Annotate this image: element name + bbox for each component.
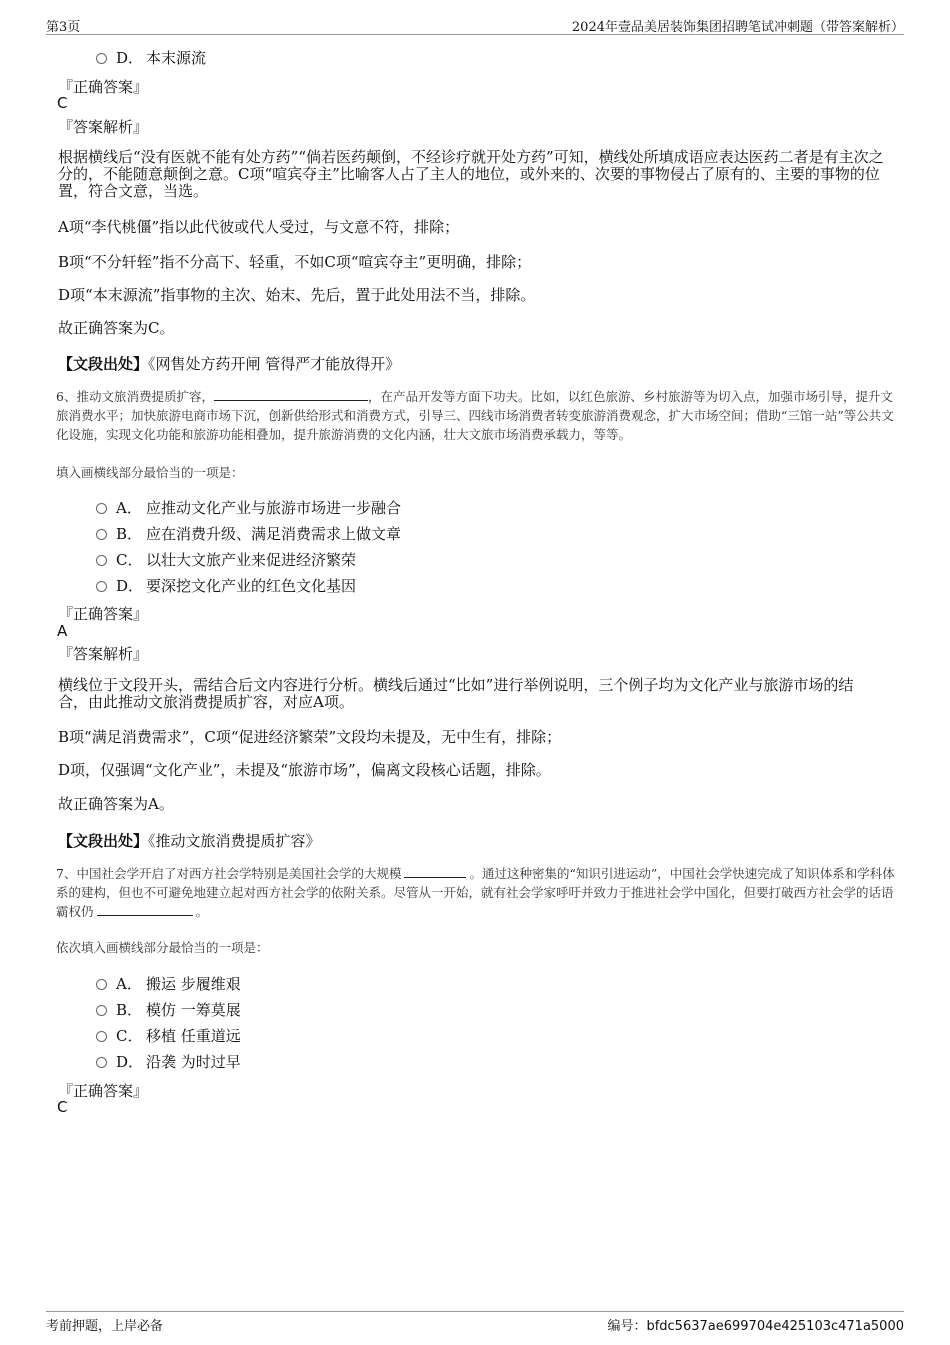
radio-circle-icon[interactable] [96, 1005, 107, 1016]
q6-option-d[interactable]: D． 要深挖文化产业的红色文化基因 [96, 575, 356, 596]
footer-slogan: 考前押题，上岸必备 [46, 1319, 164, 1334]
source-title: 《网售处方药开闸 管得严才能放得开》 [148, 355, 401, 373]
q5-answer: C [57, 94, 68, 112]
q6-analysis-p1: 横线位于文段开头，需结合后文内容进行分析。横线后通过“比如”进行举例说明，三个例子均为文化产业与旅游市场的结合，由此推动文旅消费提质扩容，对应A项。 [58, 676, 854, 711]
radio-circle-icon[interactable] [96, 503, 107, 514]
q5-analysis-p2: A项“李代桃僵”指以此代彼或代人受过，与文意不符，排除； [58, 218, 460, 236]
q5-analysis-p1: 根据横线后“没有医就不能有处方药”“倘若医药颠倒，不经诊疗就开处方药”可知，横线处所填成语应表达医药二者是有主次之分的，不能随意颠倒之意。C项“喧宾夺主”比喻客人占了主人的地位，或外来的、次要的事物侵占了原有的、主要的事物的位置，符合文意，当选。 [58, 148, 884, 200]
radio-circle-icon[interactable] [96, 555, 107, 566]
q6-analysis-p3: D项，仅强调“文化产业”，未提及“旅游市场”，偏离文段核心话题，排除。 [58, 761, 551, 779]
q5-analysis-p3: B项“不分轩轾”指不分高下、轻重，不如C项“喧宾夺主”更明确，排除； [58, 253, 532, 271]
footer-serial: 编号：bfdc5637ae699704e425103c471a5000 [607, 1319, 904, 1334]
page-number: 第3页 [46, 20, 81, 35]
q6-option-b[interactable]: B． 应在消费升级、满足消费需求上做文章 [96, 523, 401, 544]
q6-source [58, 830, 321, 851]
q7-option-b[interactable]: B． 模仿 一筹莫展 [96, 999, 241, 1020]
radio-circle-icon[interactable] [96, 979, 107, 990]
q7-instruction: 依次填入画横线部分最恰当的一项是： [56, 940, 269, 955]
q6-option-c[interactable]: C． 以壮大文旅产业来促进经济繁荣 [96, 549, 356, 570]
q7-answer: C [57, 1098, 68, 1116]
radio-circle-icon[interactable] [96, 1057, 107, 1068]
q7-stem: 7、中国社会学开启了对西方社会学特别是美国社会学的大规模 。通过这种密集的“知识引进运动”，中国社会学快速完成了知识体系和学科体系的建构，但也不可避免地建立起对西方社会学的依附关系。尽管从一开始，就有社会学家呼吁并致力于推进社会学中国化，但要打破西方社会学的话语霸权仍 。 [56, 866, 895, 919]
q5-analysis-p5: 故正确答案为C。 [58, 319, 175, 337]
q6-analysis-p4: 故正确答案为A。 [58, 795, 174, 813]
q6-option-a[interactable]: A． 应推动文化产业与旅游市场进一步融合 [96, 497, 401, 518]
q5-analysis-label: 『答案解析』 [58, 118, 149, 136]
q6-answer-label: 『正确答案』 [58, 605, 149, 623]
source-title: 《推动文旅消费提质扩容》 [148, 832, 321, 850]
q7-option-a[interactable]: A． 搬运 步履维艰 [96, 973, 241, 994]
q6-instruction: 填入画横线部分最恰当的一项是： [56, 465, 244, 480]
radio-circle-icon[interactable] [96, 1031, 107, 1042]
q6-analysis-label: 『答案解析』 [58, 645, 149, 663]
q5-analysis-p4: D项“本末源流”指事物的主次、始末、先后，置于此处用法不当，排除。 [58, 286, 536, 304]
q7-option-c[interactable]: C． 移植 任重道远 [96, 1025, 241, 1046]
q6-analysis-p2: B项“满足消费需求”，C项“促进经济繁荣”文段均未提及，无中生有，排除； [58, 728, 562, 746]
radio-circle-icon[interactable] [96, 53, 107, 64]
q5-option-d[interactable]: D． 本末源流 [96, 47, 206, 68]
source-label: 【文段出处】 [58, 832, 149, 850]
page-header [46, 14, 904, 35]
q7-option-d[interactable]: D． 沿袭 为时过早 [96, 1051, 241, 1072]
q5-source [58, 353, 400, 374]
radio-circle-icon[interactable] [96, 529, 107, 540]
source-label: 【文段出处】 [58, 355, 149, 373]
q5-answer-label: 『正确答案』 [58, 78, 149, 96]
q7-blank-2 [97, 903, 193, 916]
q7-answer-label: 『正确答案』 [58, 1082, 149, 1100]
q6-answer: A [57, 622, 68, 640]
q6-blank [214, 388, 368, 401]
q7-blank-1 [404, 865, 466, 878]
page-footer [46, 1311, 904, 1338]
document-title: 2024年壹品美居装饰集团招聘笔试冲刺题（带答案解析） [571, 20, 904, 35]
radio-circle-icon[interactable] [96, 581, 107, 592]
q6-stem: 6、推动文旅消费提质扩容， ，在产品开发等方面下功夫。比如，以红色旅游、乡村旅游等为切入点，加强市场引导，提升文旅消费水平；加快旅游电商市场下沉，创新供给形式和消费方式，引导三、四线市场消费者转变旅游消费观念，扩大市场空间；借助“三馆一站”等公共文化设施，实现文化功能和旅游功能相叠加，提升旅游消费的文化内涵，壮大文旅市场消费承载力，等等。 [56, 389, 894, 442]
